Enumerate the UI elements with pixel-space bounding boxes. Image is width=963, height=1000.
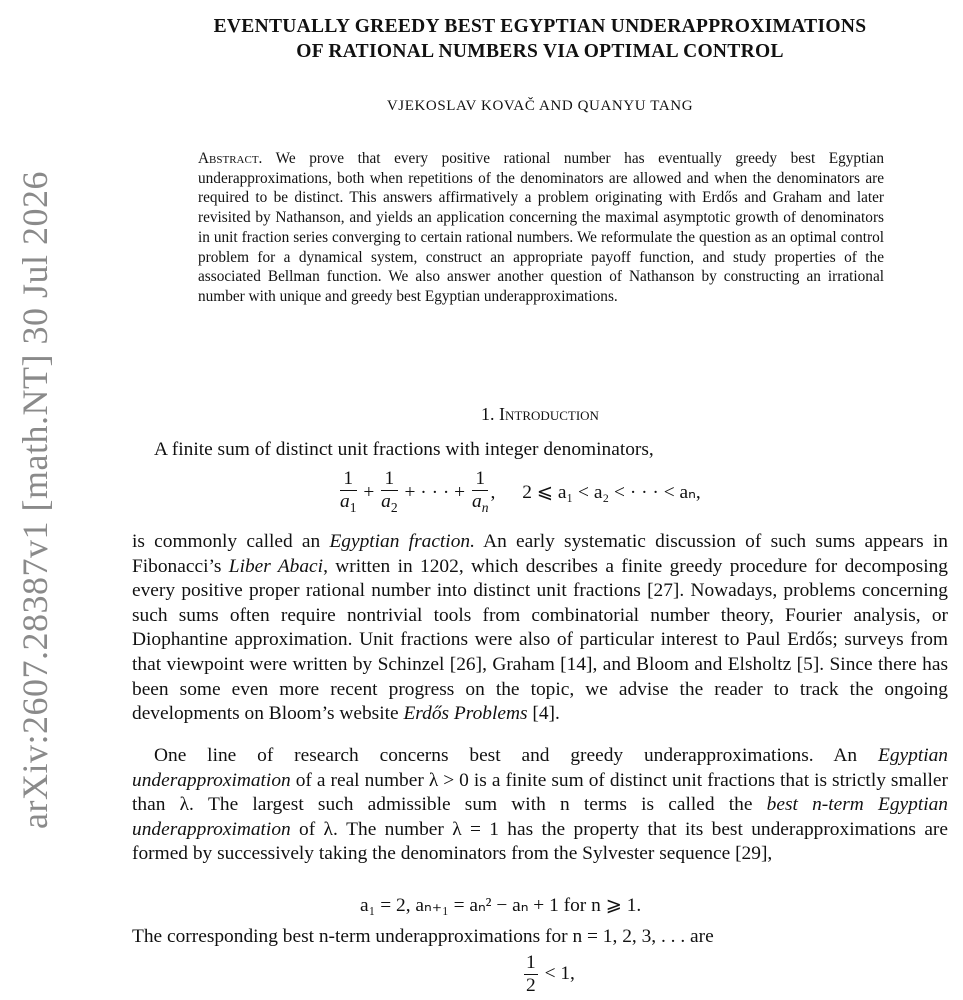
abstract	[198, 149, 884, 307]
emph-liber-abaci: Liber Abaci	[228, 555, 324, 577]
title-line-2: OF RATIONAL NUMBERS VIA OPTIMAL CONTROL	[296, 41, 784, 62]
authors: VJEKOSLAV KOVAČ AND QUANYU TANG	[386, 98, 694, 114]
emph-erdos-problems: Erdős Problems	[403, 703, 528, 725]
emph-best-n-term: best n-term Egyptian underapproximation	[132, 794, 948, 840]
arxiv-sidebar	[0, 0, 70, 1000]
section-heading	[140, 404, 940, 425]
intro-line: A finite sum of distinct unit fractions with integer denominators,	[154, 439, 654, 460]
title-line-1: EVENTUALLY GREEDY BEST EGYPTIAN UNDERAPPROXIMATIONS	[213, 16, 867, 37]
equation-egyptian-sum: $\frac{1}{a_1}$ + $\frac{1}{a_2}$ + · · · + $\frac{1}{a_n}$ , 2 ⩽ a₁ < a₂ < · · · < aₙ,	[340, 468, 701, 515]
section-number: 1.	[481, 404, 495, 424]
equation-sylvester: a₁ = 2, aₙ₊₁ = aₙ² − aₙ + 1 for n ⩾ 1.	[360, 895, 642, 916]
paper-title	[140, 14, 940, 64]
abstract-text: We prove that every positive rational number has eventually greedy best Egyptian underapproximations, both when repetitions of the denominators are allowed and when the denominators are required to be distinct. This answers affirmatively a problem originating with Erdős and Graham and later revisited by Nathanson, and yields an application concerning the maximal asymptotic growth of denominators in unit fraction series converging to certain rational numbers. We reformulate the question as an optimal control problem for a dynamical system, construct an appropriate payoff function, and study properties of the associated Bellman function. We also answer another question of Nathanson by constructing an irrational number with unique and greedy best Egyptian underapproximations.	[198, 150, 884, 305]
equation-first-term: $\frac{1}{2}$ < 1,	[526, 952, 575, 996]
abstract-label: Abstract.	[198, 150, 263, 167]
paragraph-1: is commonly called an Egyptian fraction. An early systematic discussion of such sums appears in Fibonacci’s Liber Abaci, written in 1202, which describes a finite greedy procedure for decomposing every positive proper rational number into distinct unit fractions [27]. Nowadays, problems concerning such sums often require nontrivial tools from combinatorial number theory, Fourier analysis, or Diophantine approximation. Unit fractions were also of particular interest to Paul Erdős; surveys from that viewpoint were written by Schinzel [26], Graham [14], and Bloom and Elsholtz [5]. Since there has been some even more recent progress on the topic, we advise the reader to track the ongoing developments on Bloom’s website Erdős Problems [4].	[132, 531, 949, 725]
paragraph-3: The corresponding best n-term underapproximations for n = 1, 2, 3, . . . are	[132, 926, 714, 947]
equation-first-term-rhs: < 1,	[544, 962, 575, 984]
arxiv-identifier: arXiv:2607.28387v1 [math.NT] 30 Jul 2026	[15, 171, 55, 829]
emph-egyptian-underapproximation: Egyptian underapproximation	[132, 745, 948, 791]
emph-egyptian-fraction: Egyptian fraction.	[329, 531, 475, 552]
paragraph-2: One line of research concerns best and greedy underapproximations. An Egyptian underapproximation of a real number λ > 0 is a finite sum of distinct unit fractions that is strictly smaller than λ. The largest such admissible sum with n terms is called the best n-term Egyptian underapproximation of λ. The number λ = 1 has the property that its best underapproximations are formed by successively taking the denominators from the Sylvester sequence [29],	[132, 745, 948, 865]
section-title: Introduction	[499, 404, 599, 424]
equation-condition: 2 ⩽ a₁ < a₂ < · · · < aₙ,	[522, 481, 701, 503]
